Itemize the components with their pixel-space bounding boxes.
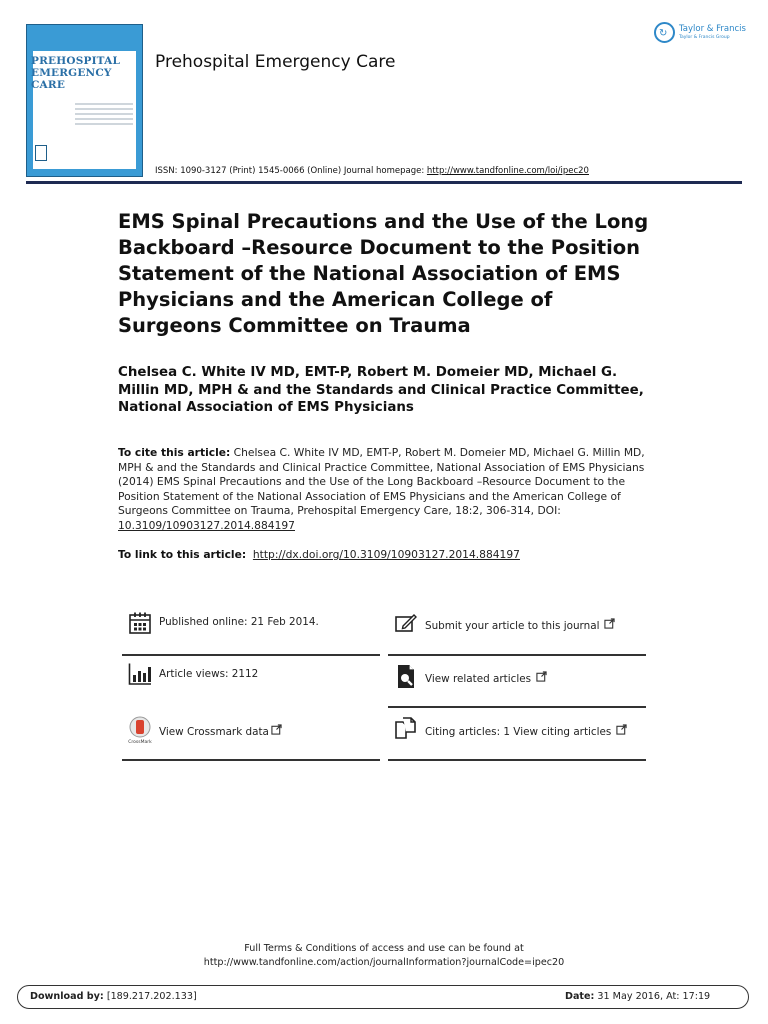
citing-articles-icon <box>394 716 418 740</box>
external-link-icon <box>536 671 547 682</box>
calendar-icon <box>128 611 152 635</box>
external-link-icon <box>271 724 282 735</box>
citation-block <box>118 446 646 534</box>
crossmark-icon-text: CrossMark <box>128 740 152 744</box>
crossmark-link[interactable]: View Crossmark data <box>159 724 282 738</box>
cite-label: To cite this article: <box>118 446 231 459</box>
grid-divider <box>388 654 646 656</box>
publisher-sub: Taylor & Francis Group <box>679 35 730 40</box>
issn-text: ISSN: 1090-3127 (Print) 1545-0066 (Online) Journal homepage: <box>155 166 427 176</box>
submit-article-link[interactable]: Submit your article to this journal <box>425 618 615 632</box>
terms-conditions <box>0 942 768 970</box>
link-label: To link to this article: <box>118 548 247 561</box>
terms-text: Full Terms & Conditions of access and use can be found at <box>244 943 524 954</box>
journal-cover-image <box>26 24 143 177</box>
cover-text-lines <box>75 103 133 128</box>
article-views-text: Article views: 2112 <box>159 668 259 680</box>
cover-title: PREHOSPITAL EMERGENCY CARE <box>31 55 121 91</box>
grid-divider <box>122 654 380 656</box>
journal-homepage-link[interactable]: http://www.tandfonline.com/loi/ipec20 <box>426 166 589 176</box>
cite-text: Chelsea C. White IV MD, EMT-P, Robert M. Domeier MD, Michael G. Millin MD, MPH & and the Standards and Clinical Practice Committee, National Association of EMS Physicians (2014) EMS Spinal Precautions and the Use of the Long Backboard –Resource Document to the Position Statement of the National Association of EMS Physicians and the American College of Surgeons Committee on Trauma, Prehospital Emergency Care, 18:2, 306-314, DOI: <box>118 446 645 518</box>
grid-divider <box>388 759 646 761</box>
download-info-bar <box>17 985 749 1009</box>
publisher-name: Taylor & Francis <box>679 24 746 34</box>
published-online-text: Published online: 21 Feb 2014. <box>159 616 319 628</box>
related-articles-item[interactable] <box>388 664 646 704</box>
related-articles-link[interactable]: View related articles <box>425 671 547 685</box>
document-search-icon <box>394 664 418 688</box>
journal-title: Prehospital Emergency Care <box>155 52 396 72</box>
citing-articles-link[interactable]: Citing articles: 1 View citing articles <box>425 724 627 738</box>
header-divider <box>26 181 742 184</box>
article-views-item <box>122 662 380 702</box>
bar-chart-icon <box>128 662 152 686</box>
crossmark-icon <box>128 716 152 744</box>
edit-icon <box>394 611 418 635</box>
crossmark-item[interactable] <box>122 716 380 756</box>
submit-article-item[interactable] <box>388 611 646 651</box>
citing-articles-item[interactable] <box>388 716 646 756</box>
article-title: EMS Spinal Precautions and the Use of the Long Backboard –Resource Document to the Position Statement of the National Association of EMS Physicians and the American College of Surgeons Committee on Trauma <box>118 210 649 337</box>
article-link-line <box>118 548 646 561</box>
terms-link[interactable]: http://www.tandfonline.com/action/journalInformation?journalCode=ipec20 <box>203 957 565 968</box>
external-link-icon <box>604 618 615 629</box>
article-authors: Chelsea C. White IV MD, EMT-P, Robert M. Domeier MD, Michael G. Millin MD, MPH & and the Standards and Clinical Practice Committee, National Association of EMS Physicians <box>118 365 644 415</box>
download-date: Date: 31 May 2016, At: 17:19 <box>565 991 711 1002</box>
article-doi-link[interactable]: http://dx.doi.org/10.3109/10903127.2014.884197 <box>252 548 520 561</box>
external-link-icon <box>616 724 627 735</box>
taylor-francis-logo-icon: ↻ <box>654 22 675 43</box>
doi-link[interactable]: 10.3109/10903127.2014.884197 <box>118 518 295 532</box>
taylor-francis-logo[interactable] <box>654 22 754 48</box>
grid-divider <box>388 706 646 708</box>
cover-badge <box>35 145 47 161</box>
grid-divider <box>122 759 380 761</box>
issn-line <box>155 166 589 176</box>
published-online-item <box>122 611 380 651</box>
download-by: Download by: [189.217.202.133] <box>30 991 197 1002</box>
